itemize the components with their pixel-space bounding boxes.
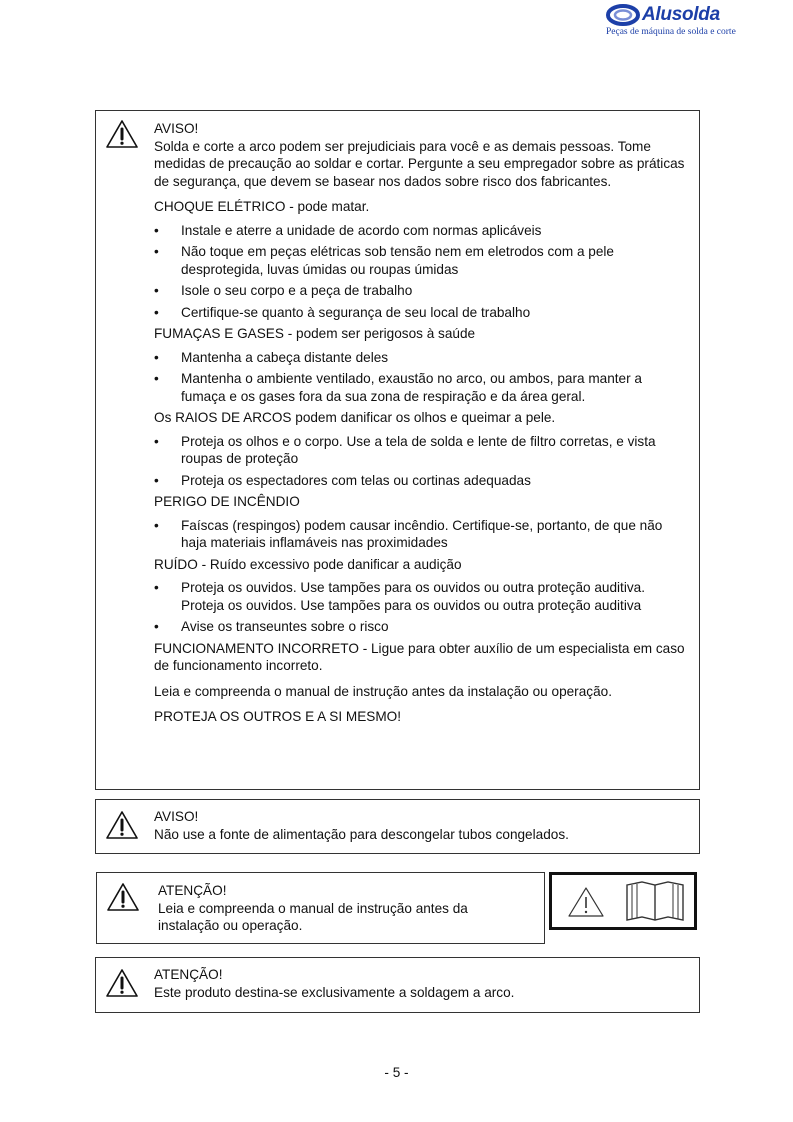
list-item: • Mantenha a cabeça distante deles	[154, 349, 687, 367]
protect-text: PROTEJA OS OUTROS E A SI MESMO!	[154, 709, 402, 724]
list-item: • Proteja os olhos e o corpo. Use a tela de solda e lente de filtro corretas, e vista roupas de proteção	[154, 433, 687, 468]
arc-welding-attention-box	[95, 957, 700, 1013]
attention-title: ATENÇÃO!	[158, 883, 227, 898]
rays-heading: Os RAIOS DE ARCOS podem danificar os olhos e queimar a pele.	[154, 410, 556, 425]
attention-text: Este produto destina-se exclusivamente a soldagem a arco.	[154, 984, 515, 1000]
list-item: • Mantenha o ambiente ventilado, exaustão no arco, ou ambos, para manter a fumaça e os gases fora da sua zona de respiração e da área geral.	[154, 370, 687, 405]
list-item: • Não toque em peças elétricas sob tensão nem em eletrodos com a pele desprotegida, luvas úmidas ou roupas úmidas	[154, 243, 687, 278]
manual-attention-box	[96, 872, 545, 944]
warning-text: Não use a fonte de alimentação para descongelar tubos congelados.	[154, 826, 569, 842]
list-item: • Certifique-se quanto à segurança de seu local de trabalho	[154, 304, 687, 322]
fumes-heading: FUMAÇAS E GASES - podem ser perigosos à saúde	[154, 326, 476, 341]
shock-list	[154, 222, 687, 322]
list-item: • Isole o seu corpo e a peça de trabalho	[154, 282, 687, 300]
warning-title: AVISO!	[154, 121, 199, 136]
warning-intro: Solda e corte a arco podem ser prejudiciais para você e as demais pessoas. Tome medidas de precaução ao soldar e cortar. Pergunte a seu empregador sobre as práticas de segurança, que devem se basear nos dados sobre risco dos fabricantes.	[154, 138, 685, 189]
malfunction-text: FUNCIONAMENTO INCORRETO - Ligue para obter auxílio de um especialista em caso de funcionamento incorreto.	[154, 640, 685, 673]
list-item: • Faíscas (respingos) podem causar incêndio. Certifique-se, portanto, de que não haja materiais inflamáveis nas proximidades	[154, 517, 687, 552]
brand-tagline: Peças de máquina de solda e corte	[606, 27, 736, 37]
fumes-list	[154, 349, 687, 406]
read-manual-text: Leia e compreenda o manual de instrução antes da instalação ou operação.	[154, 683, 612, 699]
read-manual-symbol	[549, 872, 697, 930]
fire-list	[154, 517, 687, 552]
attention-title: ATENÇÃO!	[154, 967, 223, 982]
noise-heading: RUÍDO - Ruído excessivo pode danificar a audição	[154, 556, 462, 572]
list-item: • Instale e aterre a unidade de acordo com normas aplicáveis	[154, 222, 687, 240]
fire-heading: PERIGO DE INCÊNDIO	[154, 494, 300, 509]
noise-list	[154, 579, 687, 636]
warning-triangle-icon	[105, 119, 139, 149]
warning-title: AVISO!	[154, 809, 199, 824]
brand-logo	[606, 4, 742, 46]
list-item: • Avise os transeuntes sobre o risco	[154, 618, 687, 636]
attention-text: Leia e compreenda o manual de instrução antes da instalação ou operação.	[158, 900, 468, 933]
logo-swirl-icon	[606, 4, 640, 26]
brand-name: Alusolda	[642, 4, 720, 25]
warning-triangle-icon	[566, 885, 606, 919]
shock-heading: CHOQUE ELÉTRICO - pode matar.	[154, 199, 370, 214]
warning-triangle-icon	[105, 968, 139, 998]
rays-list	[154, 433, 687, 490]
warning-triangle-icon	[105, 810, 139, 840]
manual-book-icon	[624, 879, 686, 923]
warning-triangle-icon	[106, 882, 140, 912]
frozen-pipes-warning-box	[95, 799, 700, 854]
page-number: - 5 -	[384, 1065, 409, 1080]
list-item: • Proteja os espectadores com telas ou cortinas adequadas	[154, 472, 687, 490]
list-item: • Proteja os ouvidos. Use tampões para os ouvidos ou outra proteção auditiva. Proteja os ouvidos. Use tampões para os ouvidos ou outra proteção auditiva	[154, 579, 687, 614]
general-warning-box	[95, 110, 700, 790]
